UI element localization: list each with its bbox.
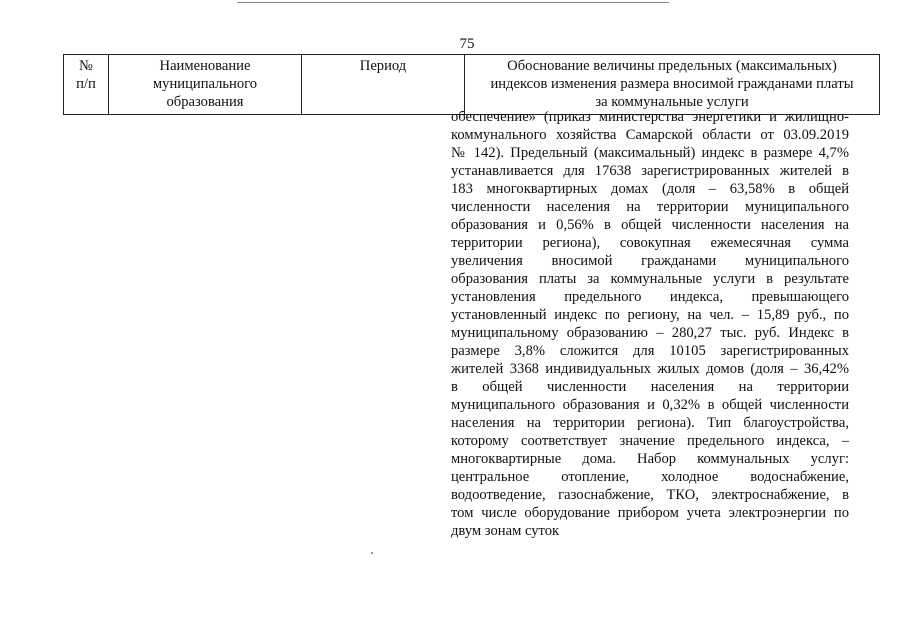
body-text-line: жителей 3368 индивидуальных жилых домов (доля – 36,42% <box>451 361 849 377</box>
header-col-municipality-label <box>112 57 298 111</box>
scan-speck <box>371 552 373 554</box>
body-text-line: № 142). Предельный (максимальный) индекс в размере 4,7% <box>451 145 849 161</box>
header-col-period-line: Период <box>359 58 407 74</box>
body-text-line: муниципальному образованию – 280,27 тыс. руб. Индекс в <box>451 325 849 341</box>
body-text-line: увеличения вносимой гражданами муниципального <box>451 253 849 269</box>
body-text-line: центральное отопление, холодное водоснабжение, <box>451 469 849 485</box>
body-text-line: в общей численности населения на территории <box>451 379 849 395</box>
body-text-line: образования и 0,56% в общей численности населения на <box>451 217 849 233</box>
body-text-line: образования платы за коммунальные услуги в результате <box>451 271 849 287</box>
justification-text <box>451 108 849 540</box>
body-text-line: муниципального образования и 0,32% в общей численности <box>451 397 849 413</box>
header-col-number-line: п/п <box>76 76 96 92</box>
header-col-period <box>302 55 465 115</box>
header-col-municipality-line: образования <box>166 94 244 110</box>
header-col-justification-line: Обоснование величины предельных (максимальных) <box>507 58 837 74</box>
body-text-line: том числе оборудование прибором учета электроэнергии по <box>451 505 849 521</box>
body-text-line: обеспечение» (приказ министерства энергетики и жилищно- <box>451 109 849 125</box>
body-text-line: двум зонам суток <box>451 523 560 539</box>
page-number: 75 <box>459 36 475 52</box>
body-text-line: которому соответствует значение предельного индекса, – <box>451 433 849 449</box>
header-col-number <box>64 55 109 115</box>
body-text-line: численности населения на территории муниципального <box>451 199 849 215</box>
body-text-line: установленный индекс по региону, на чел. – 15,89 руб., по <box>451 307 849 323</box>
body-text-line: населения на территории региона). Тип благоустройства, <box>451 415 849 431</box>
header-col-justification-label <box>468 57 876 111</box>
header-col-municipality <box>109 55 302 115</box>
body-text-line: водоотведение, газоснабжение, ТКО, электроснабжение, в <box>451 487 849 503</box>
header-col-number-line: № <box>79 58 93 74</box>
header-col-municipality-line: муниципального <box>152 76 258 92</box>
body-text-line: территории региона), совокупная ежемесячная сумма <box>451 235 849 251</box>
body-text-line: 183 многоквартирных домах (доля – 63,58% в общей <box>451 181 849 197</box>
body-text-line: многоквартирные дома. Набор коммунальных услуг: <box>451 451 849 467</box>
header-col-period-label <box>305 57 461 75</box>
scan-top-line <box>237 2 669 3</box>
header-col-justification-line: за коммунальные услуги <box>595 94 749 110</box>
header-col-justification-line: индексов изменения размера вносимой гражданами платы <box>490 76 854 92</box>
body-text-line: коммунального хозяйства Самарской области от 03.09.2019 <box>451 127 849 143</box>
body-text-line: установления предельного индекса, превышающего <box>451 289 849 305</box>
header-col-justification <box>465 55 880 115</box>
table-header <box>63 54 880 115</box>
body-text-line: размере 3,8% сложится для 10105 зарегистрированных <box>451 343 849 359</box>
body-text-line: устанавливается для 17638 зарегистрированных жителей в <box>451 163 849 179</box>
header-col-municipality-line: Наименование <box>159 58 251 74</box>
header-col-number-label <box>67 57 105 93</box>
